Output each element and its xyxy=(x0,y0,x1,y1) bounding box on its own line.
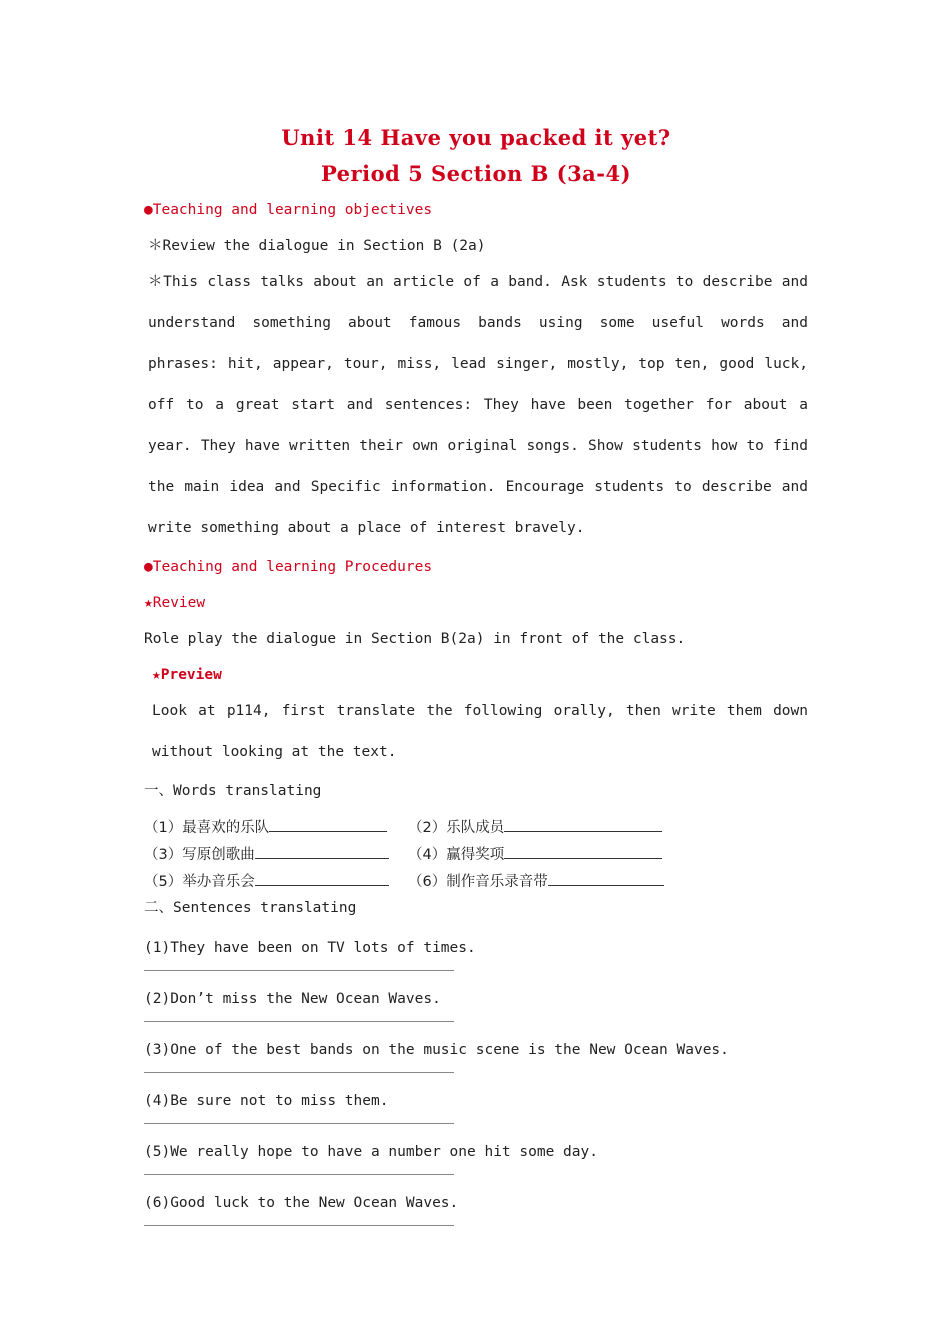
period-title: Period 5 Section B (3a-4) xyxy=(320,161,632,186)
sentence-item xyxy=(144,1040,808,1073)
sentence-text: (6)Good luck to the New Ocean Waves. xyxy=(144,1195,459,1211)
review-heading-text: Review xyxy=(152,595,206,611)
sentence-item xyxy=(144,1193,808,1226)
word-item xyxy=(144,869,408,894)
answer-blank[interactable] xyxy=(255,842,389,859)
answer-line[interactable] xyxy=(144,1009,454,1022)
preview-heading xyxy=(144,657,808,693)
answer-line[interactable] xyxy=(144,958,454,971)
answer-line[interactable] xyxy=(144,1111,454,1124)
sentence-item xyxy=(144,1091,808,1124)
answer-blank[interactable] xyxy=(269,815,387,832)
objective-2: ＊This class talks about an article of a band. Ask students to describe and understand something about famous bands using some useful words and phrases: hit, appear, tour, miss, lead singer, mostly, top ten, good luck, off to a great start and sentences: They have been together for about a year. They have written their own original songs. Show students how to find the main idea and Specific information. Encourage students to describe and write something about a place of interest bravely. xyxy=(148,274,808,536)
word-label: （4）赢得奖项 xyxy=(408,847,505,863)
answer-line[interactable] xyxy=(144,1213,454,1226)
sentence-text: (5)We really hope to have a number one hit some day. xyxy=(144,1144,598,1160)
words-heading: 一、Words translating xyxy=(144,783,322,799)
objectives-heading-text: Teaching and learning objectives xyxy=(152,202,433,218)
answer-line[interactable] xyxy=(144,1162,454,1175)
word-item xyxy=(144,842,408,867)
words-grid xyxy=(144,815,808,894)
sentence-text: (1)They have been on TV lots of times. xyxy=(144,940,476,956)
word-label: （6）制作音乐录音带 xyxy=(408,874,548,890)
word-label: （5）举办音乐会 xyxy=(144,874,255,890)
sentence-list xyxy=(144,938,808,1226)
word-item xyxy=(144,815,408,840)
answer-blank[interactable] xyxy=(504,815,662,832)
answer-blank[interactable] xyxy=(548,869,664,886)
sentence-item xyxy=(144,938,808,971)
procedures-heading xyxy=(144,549,808,585)
unit-title: Unit 14 Have you packed it yet? xyxy=(281,125,671,150)
sentence-text: (3)One of the best bands on the music scene is the New Ocean Waves. xyxy=(144,1042,729,1058)
objectives-heading xyxy=(144,192,808,228)
sentence-text: (4)Be sure not to miss them. xyxy=(144,1093,389,1109)
answer-blank[interactable] xyxy=(504,842,662,859)
word-item xyxy=(408,869,808,894)
answer-blank[interactable] xyxy=(255,869,389,886)
preview-heading-text: Preview xyxy=(160,667,222,683)
document-page xyxy=(144,120,808,1226)
word-label: （2）乐队成员 xyxy=(408,820,505,836)
sentence-item xyxy=(144,989,808,1022)
review-heading xyxy=(144,585,808,621)
word-item xyxy=(408,815,808,840)
objective-1: ＊Review the dialogue in Section B (2a) xyxy=(148,238,486,254)
sentences-heading: 二、Sentences translating xyxy=(144,900,357,916)
word-label: （3）写原创歌曲 xyxy=(144,847,255,863)
word-label: （1）最喜欢的乐队 xyxy=(144,820,270,836)
procedures-heading-text: Teaching and learning Procedures xyxy=(152,559,433,575)
sentence-item xyxy=(144,1142,808,1175)
review-text: Role play the dialogue in Section B(2a) in front of the class. xyxy=(144,631,686,647)
preview-text: Look at p114, first translate the following orally, then write them down without looking at the text. xyxy=(152,703,808,760)
answer-line[interactable] xyxy=(144,1060,454,1073)
word-item xyxy=(408,842,808,867)
sentence-text: (2)Don’t miss the New Ocean Waves. xyxy=(144,991,441,1007)
